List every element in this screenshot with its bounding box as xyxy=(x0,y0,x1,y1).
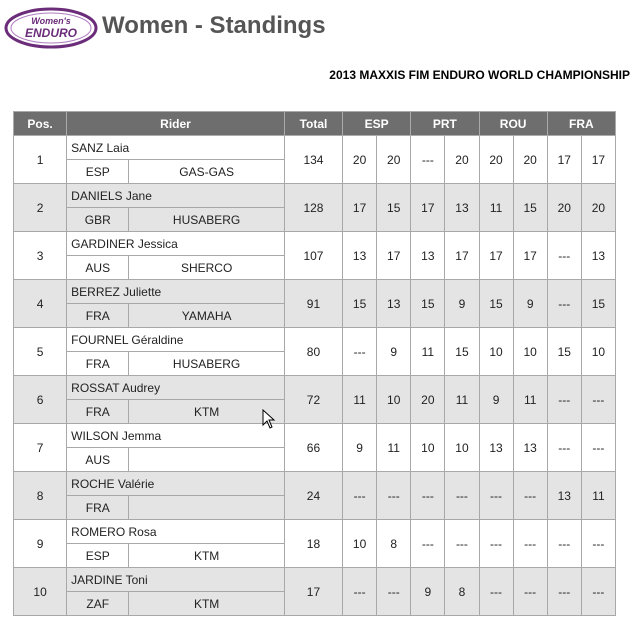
score-cell: 15 xyxy=(479,280,513,328)
score-cell: 13 xyxy=(479,424,513,472)
score-cell: 17 xyxy=(513,232,547,280)
score-cell: 9 xyxy=(343,424,377,472)
score-cell: 13 xyxy=(377,280,411,328)
score-cell: --- xyxy=(581,568,615,616)
table-row xyxy=(14,232,616,256)
score-cell: 11 xyxy=(479,184,513,232)
score-cell: 13 xyxy=(343,232,377,280)
bike-cell: KTM xyxy=(129,544,285,568)
score-cell: 15 xyxy=(513,184,547,232)
bike-cell: HUSABERG xyxy=(129,208,285,232)
score-cell: 11 xyxy=(377,424,411,472)
score-cell: 10 xyxy=(479,328,513,376)
col-total[interactable]: Total xyxy=(284,112,342,136)
total-cell: 24 xyxy=(284,472,342,520)
score-cell: 15 xyxy=(411,280,445,328)
score-cell: --- xyxy=(581,376,615,424)
score-cell: 11 xyxy=(581,472,615,520)
nationality-cell: AUS xyxy=(67,256,129,280)
mouse-cursor-icon xyxy=(262,409,276,429)
table-row xyxy=(14,568,616,592)
score-cell: 17 xyxy=(581,136,615,184)
bike-cell: YAMAHA xyxy=(129,304,285,328)
championship-title: 2013 MAXXIS FIM ENDURO WORLD CHAMPIONSHIP xyxy=(329,68,630,82)
score-cell: --- xyxy=(547,424,581,472)
score-cell: 13 xyxy=(445,184,479,232)
total-cell: 80 xyxy=(284,328,342,376)
score-cell: 9 xyxy=(445,280,479,328)
score-cell: --- xyxy=(513,472,547,520)
score-cell: 13 xyxy=(411,232,445,280)
score-cell: --- xyxy=(513,568,547,616)
score-cell: --- xyxy=(411,136,445,184)
score-cell: 20 xyxy=(581,184,615,232)
table-row xyxy=(14,136,616,160)
score-cell: 17 xyxy=(343,184,377,232)
col-round-fra[interactable]: FRA xyxy=(547,112,615,136)
logo-enduro-text: ENDURO xyxy=(24,26,78,40)
header-row xyxy=(14,112,616,136)
table-row xyxy=(14,376,616,400)
score-cell: --- xyxy=(547,568,581,616)
score-cell: 17 xyxy=(377,232,411,280)
col-round-prt[interactable]: PRT xyxy=(411,112,479,136)
score-cell: --- xyxy=(581,424,615,472)
nationality-cell: ESP xyxy=(67,544,129,568)
rider-name-cell: SANZ Laia xyxy=(67,136,285,160)
nationality-cell: FRA xyxy=(67,352,129,376)
score-cell: --- xyxy=(479,472,513,520)
col-pos[interactable]: Pos. xyxy=(14,112,67,136)
position-cell: 1 xyxy=(14,136,67,184)
score-cell: 20 xyxy=(547,184,581,232)
score-cell: 10 xyxy=(411,424,445,472)
score-cell: 10 xyxy=(581,328,615,376)
nationality-cell: ESP xyxy=(67,160,129,184)
total-cell: 134 xyxy=(284,136,342,184)
score-cell: 9 xyxy=(377,328,411,376)
nationality-cell: ZAF xyxy=(67,592,129,616)
rider-name-cell: ROSSAT Audrey xyxy=(67,376,285,400)
score-cell: 11 xyxy=(343,376,377,424)
standings-table xyxy=(13,111,616,616)
position-cell: 2 xyxy=(14,184,67,232)
score-cell: --- xyxy=(479,568,513,616)
position-cell: 5 xyxy=(14,328,67,376)
score-cell: 11 xyxy=(445,376,479,424)
score-cell: --- xyxy=(445,472,479,520)
score-cell: 11 xyxy=(411,328,445,376)
rider-name-cell: DANIELS Jane xyxy=(67,184,285,208)
score-cell: 15 xyxy=(547,328,581,376)
table-row xyxy=(14,520,616,544)
bike-cell xyxy=(129,448,285,472)
womens-enduro-logo xyxy=(4,6,98,50)
col-round-rou[interactable]: ROU xyxy=(479,112,547,136)
score-cell: --- xyxy=(343,472,377,520)
score-cell: 10 xyxy=(377,376,411,424)
table-row xyxy=(14,472,616,496)
total-cell: 128 xyxy=(284,184,342,232)
total-cell: 18 xyxy=(284,520,342,568)
score-cell: 17 xyxy=(445,232,479,280)
nationality-cell: AUS xyxy=(67,448,129,472)
bike-cell: HUSABERG xyxy=(129,352,285,376)
score-cell: 17 xyxy=(547,136,581,184)
score-cell: 15 xyxy=(581,280,615,328)
rider-name-cell: GARDINER Jessica xyxy=(67,232,285,256)
score-cell: 20 xyxy=(411,376,445,424)
score-cell: --- xyxy=(445,520,479,568)
score-cell: 15 xyxy=(377,184,411,232)
table-row xyxy=(14,424,616,448)
score-cell: --- xyxy=(479,520,513,568)
score-cell: 13 xyxy=(581,232,615,280)
col-rider[interactable]: Rider xyxy=(67,112,285,136)
bike-cell: SHERCO xyxy=(129,256,285,280)
nationality-cell: FRA xyxy=(67,304,129,328)
score-cell: 8 xyxy=(377,520,411,568)
score-cell: --- xyxy=(377,568,411,616)
bike-cell: GAS-GAS xyxy=(129,160,285,184)
position-cell: 9 xyxy=(14,520,67,568)
score-cell: --- xyxy=(377,472,411,520)
score-cell: 17 xyxy=(411,184,445,232)
score-cell: --- xyxy=(547,376,581,424)
page-title: Women - Standings xyxy=(102,12,326,39)
rider-name-cell: BERREZ Juliette xyxy=(67,280,285,304)
logo-womens-text: Women's xyxy=(31,16,71,26)
score-cell: 10 xyxy=(445,424,479,472)
score-cell: --- xyxy=(547,280,581,328)
score-cell: 20 xyxy=(343,136,377,184)
score-cell: 9 xyxy=(479,376,513,424)
score-cell: --- xyxy=(411,472,445,520)
score-cell: --- xyxy=(513,520,547,568)
table-row xyxy=(14,184,616,208)
bike-cell: KTM xyxy=(129,592,285,616)
position-cell: 6 xyxy=(14,376,67,424)
score-cell: --- xyxy=(411,520,445,568)
score-cell: 20 xyxy=(479,136,513,184)
nationality-cell: GBR xyxy=(67,208,129,232)
total-cell: 91 xyxy=(284,280,342,328)
score-cell: 8 xyxy=(445,568,479,616)
position-cell: 10 xyxy=(14,568,67,616)
nationality-cell: FRA xyxy=(67,496,129,520)
score-cell: 15 xyxy=(343,280,377,328)
score-cell: 20 xyxy=(445,136,479,184)
score-cell: 9 xyxy=(411,568,445,616)
rider-name-cell: JARDINE Toni xyxy=(67,568,285,592)
score-cell: --- xyxy=(343,328,377,376)
position-cell: 4 xyxy=(14,280,67,328)
score-cell: --- xyxy=(547,520,581,568)
nationality-cell: FRA xyxy=(67,400,129,424)
bike-cell xyxy=(129,496,285,520)
total-cell: 72 xyxy=(284,376,342,424)
score-cell: 17 xyxy=(479,232,513,280)
score-cell: 10 xyxy=(513,328,547,376)
table-row xyxy=(14,280,616,304)
table-row xyxy=(14,328,616,352)
score-cell: 15 xyxy=(445,328,479,376)
total-cell: 107 xyxy=(284,232,342,280)
score-cell: 11 xyxy=(513,376,547,424)
score-cell: 13 xyxy=(547,472,581,520)
position-cell: 8 xyxy=(14,472,67,520)
score-cell: 20 xyxy=(377,136,411,184)
score-cell: 9 xyxy=(513,280,547,328)
score-cell: --- xyxy=(343,568,377,616)
score-cell: 20 xyxy=(513,136,547,184)
score-cell: 10 xyxy=(343,520,377,568)
bike-cell: KTM xyxy=(129,400,285,424)
rider-name-cell: FOURNEL Géraldine xyxy=(67,328,285,352)
total-cell: 66 xyxy=(284,424,342,472)
rider-name-cell: ROMERO Rosa xyxy=(67,520,285,544)
col-round-esp[interactable]: ESP xyxy=(343,112,411,136)
score-cell: --- xyxy=(547,232,581,280)
rider-name-cell: WILSON Jemma xyxy=(67,424,285,448)
rider-name-cell: ROCHE Valérie xyxy=(67,472,285,496)
position-cell: 7 xyxy=(14,424,67,472)
total-cell: 17 xyxy=(284,568,342,616)
position-cell: 3 xyxy=(14,232,67,280)
score-cell: 13 xyxy=(513,424,547,472)
score-cell: --- xyxy=(581,520,615,568)
